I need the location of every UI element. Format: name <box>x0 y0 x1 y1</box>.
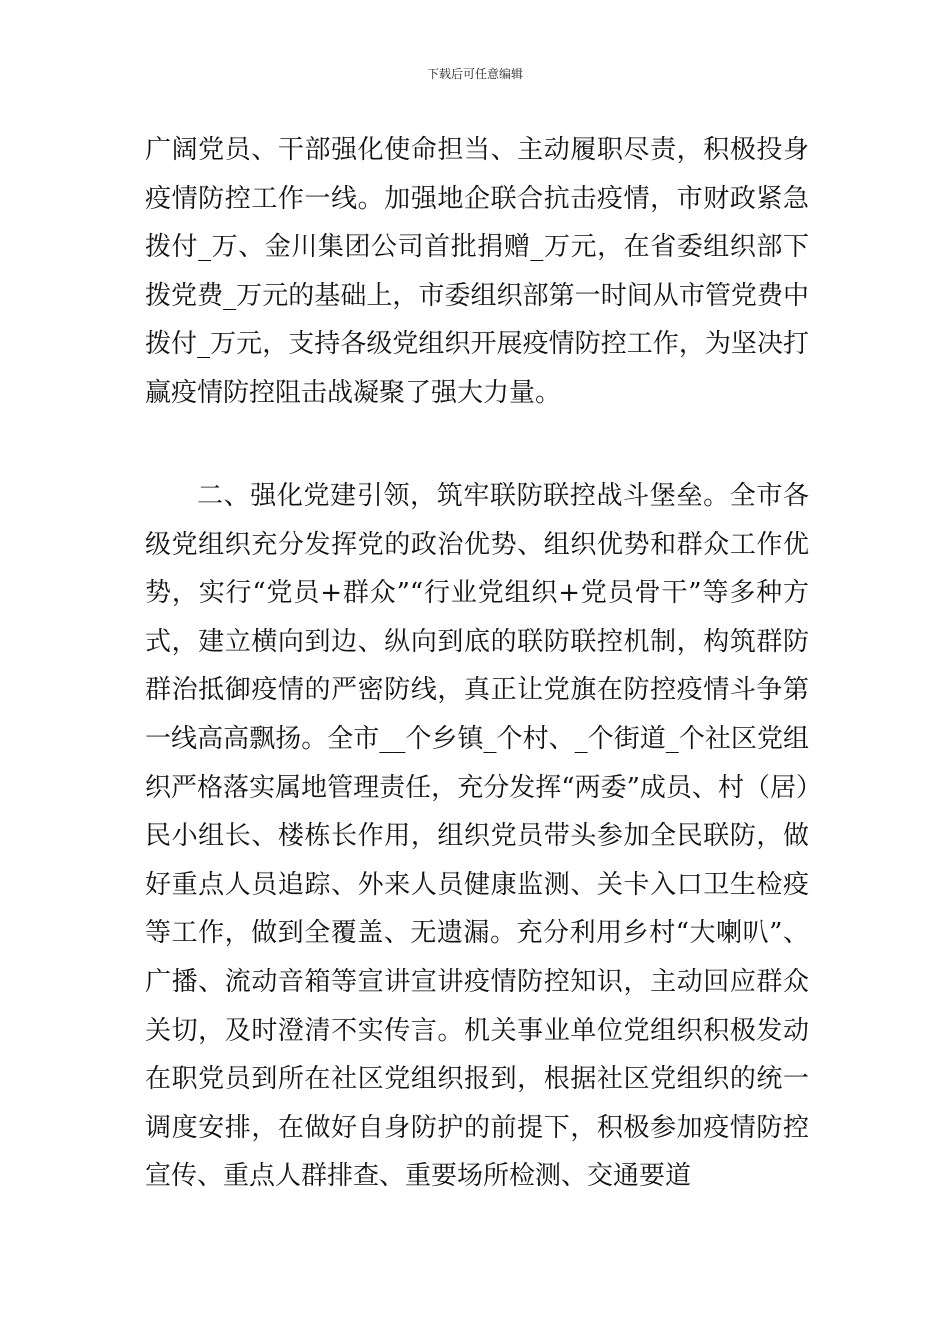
paragraph-1: 广阔党员、干部强化使命担当、主动履职尽责，积极投身疫情防控工作一线。加强地企联合抗击疫情，市财政紧急拨付_万、金川集团公司首批捐赠_万元，在省委组织部下拨党费_万元的基础上，市委组织部第一时间从市管党费中拨付_万元，支持各级党组织开展疫情防控工作，为坚决打赢疫情防控阻击战凝聚了强大力量。 <box>145 135 809 408</box>
paragraph-2: 二、强化党建引领，筑牢联防联控战斗堡垒。全市各级党组织充分发挥党的政治优势、组织优势和群众工作优势，实行“党员+群众”“行业党组织+党员骨干”等多种方式，建立横向到边、纵向到底的联防联控机制，构筑群防群治抵御疫情的严密防线，真正让党旗在防控疫情斗争第一线高高飘扬。全市__个乡镇_个村、_个街道_个社区党组织严格落实属地管理责任，充分发挥“两委”成员、村（居）民小组长、楼栋长作用，组织党员带头参加全民联防，做好重点人员追踪、外来人员健康监测、关卡入口卫生检疫等工作，做到全覆盖、无遗漏。充分利用乡村“大喇叭”、广播、流动音箱等宣讲宣讲疫情防控知识，主动回应群众关切，及时澄清不实传言。机关事业单位党组织积极发动在职党员到所在社区党组织报到，根据社区党组织的统一调度安排，在做好自身防护的前提下，积极参加疫情防控宣传、重点人群排查、重要场所检测、交通要道 <box>145 481 809 1192</box>
page-header: 下载后可任意编辑 <box>426 67 523 81</box>
